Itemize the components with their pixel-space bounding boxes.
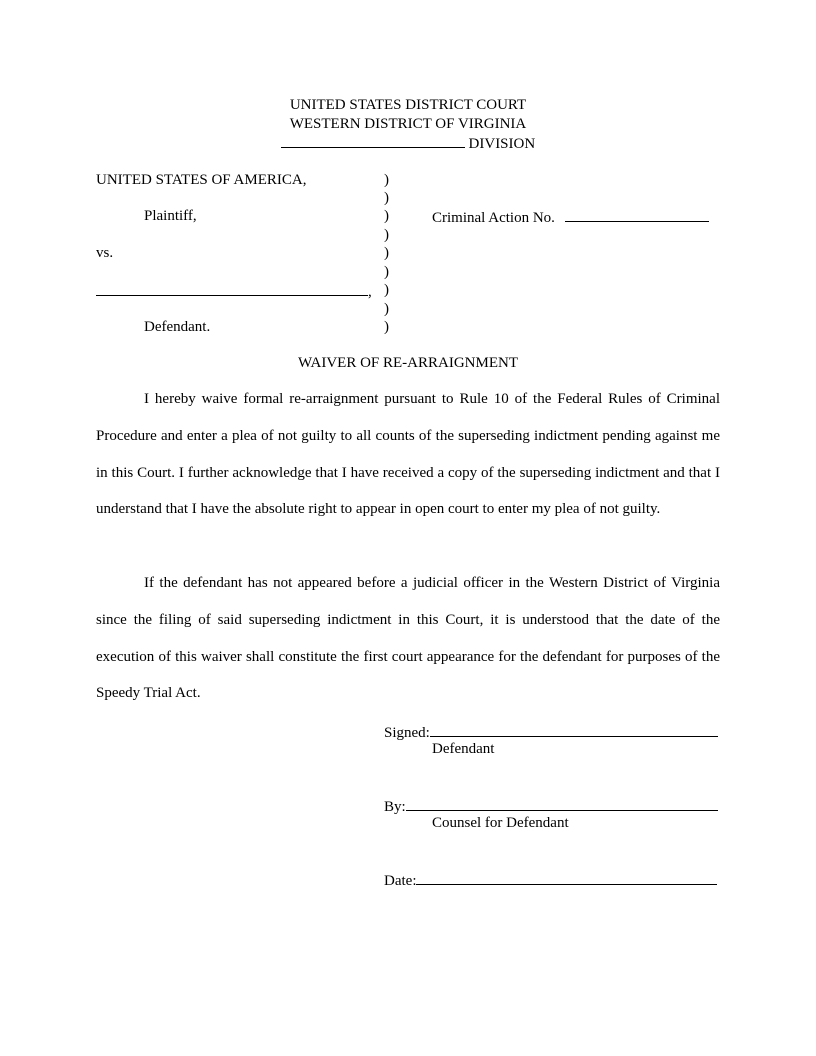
date-line [384, 870, 717, 890]
document-title: WAIVER OF RE-ARRAIGNMENT [298, 355, 518, 371]
plaintiff-name: UNITED STATES OF AMERICA, [96, 172, 307, 188]
caption-paren: ) [384, 245, 389, 261]
caption-paren: ) [384, 190, 389, 206]
defendant-caption: Defendant [432, 741, 495, 757]
caption-paren: ) [384, 319, 389, 335]
signed-line [384, 722, 718, 742]
signed-label: Signed: [384, 725, 430, 741]
caption-paren: ) [384, 301, 389, 317]
defendant-name-line: , [96, 281, 372, 301]
caption-paren: ) [384, 264, 389, 280]
counsel-caption: Counsel for Defendant [432, 815, 569, 831]
division-line [0, 133, 816, 153]
by-line [384, 796, 718, 816]
criminal-action-number-blank[interactable] [565, 207, 709, 222]
court-name: UNITED STATES DISTRICT COURT [289, 97, 527, 113]
caption-paren: ) [384, 227, 389, 243]
division-label: DIVISION [468, 136, 536, 152]
plaintiff-label: Plaintiff, [144, 208, 197, 224]
caption-paren: ) [384, 208, 389, 224]
counsel-signature-field[interactable] [406, 796, 718, 811]
defendant-label: Defendant. [144, 319, 211, 335]
caption-paren: ) [384, 282, 389, 298]
division-blank[interactable] [281, 133, 465, 148]
body-paragraph-2: If the defendant has not appeared before a judicial officer in the Western District of Virginia since the filing of said superseding indictment in this Court, it is understood that the date of the execution of this waiver shall constitute the first court appearance for the defendant for purposes of the Speedy Trial Act. [96, 575, 720, 702]
vs-label: vs. [96, 245, 114, 261]
defendant-signature-field[interactable] [430, 722, 718, 737]
by-label: By: [384, 799, 406, 815]
caption-paren: ) [384, 172, 389, 188]
date-field[interactable] [416, 870, 717, 885]
defendant-name-blank[interactable] [96, 281, 368, 296]
date-label: Date: [384, 873, 417, 889]
criminal-action-label: Criminal Action No. [432, 210, 555, 226]
district-name: WESTERN DISTRICT OF VIRGINIA [289, 116, 527, 132]
criminal-action-line [432, 207, 709, 227]
body-paragraph-1: I hereby waive formal re-arraignment pursuant to Rule 10 of the Federal Rules of Criminal Procedure and enter a plea of not guilty to all counts of the superseding indictment pending against me in this Court. I further acknowledge that I have received a copy of the superseding indictment and that I understand that I have the absolute right to appear in open court to enter my plea of not guilty. [96, 391, 720, 518]
